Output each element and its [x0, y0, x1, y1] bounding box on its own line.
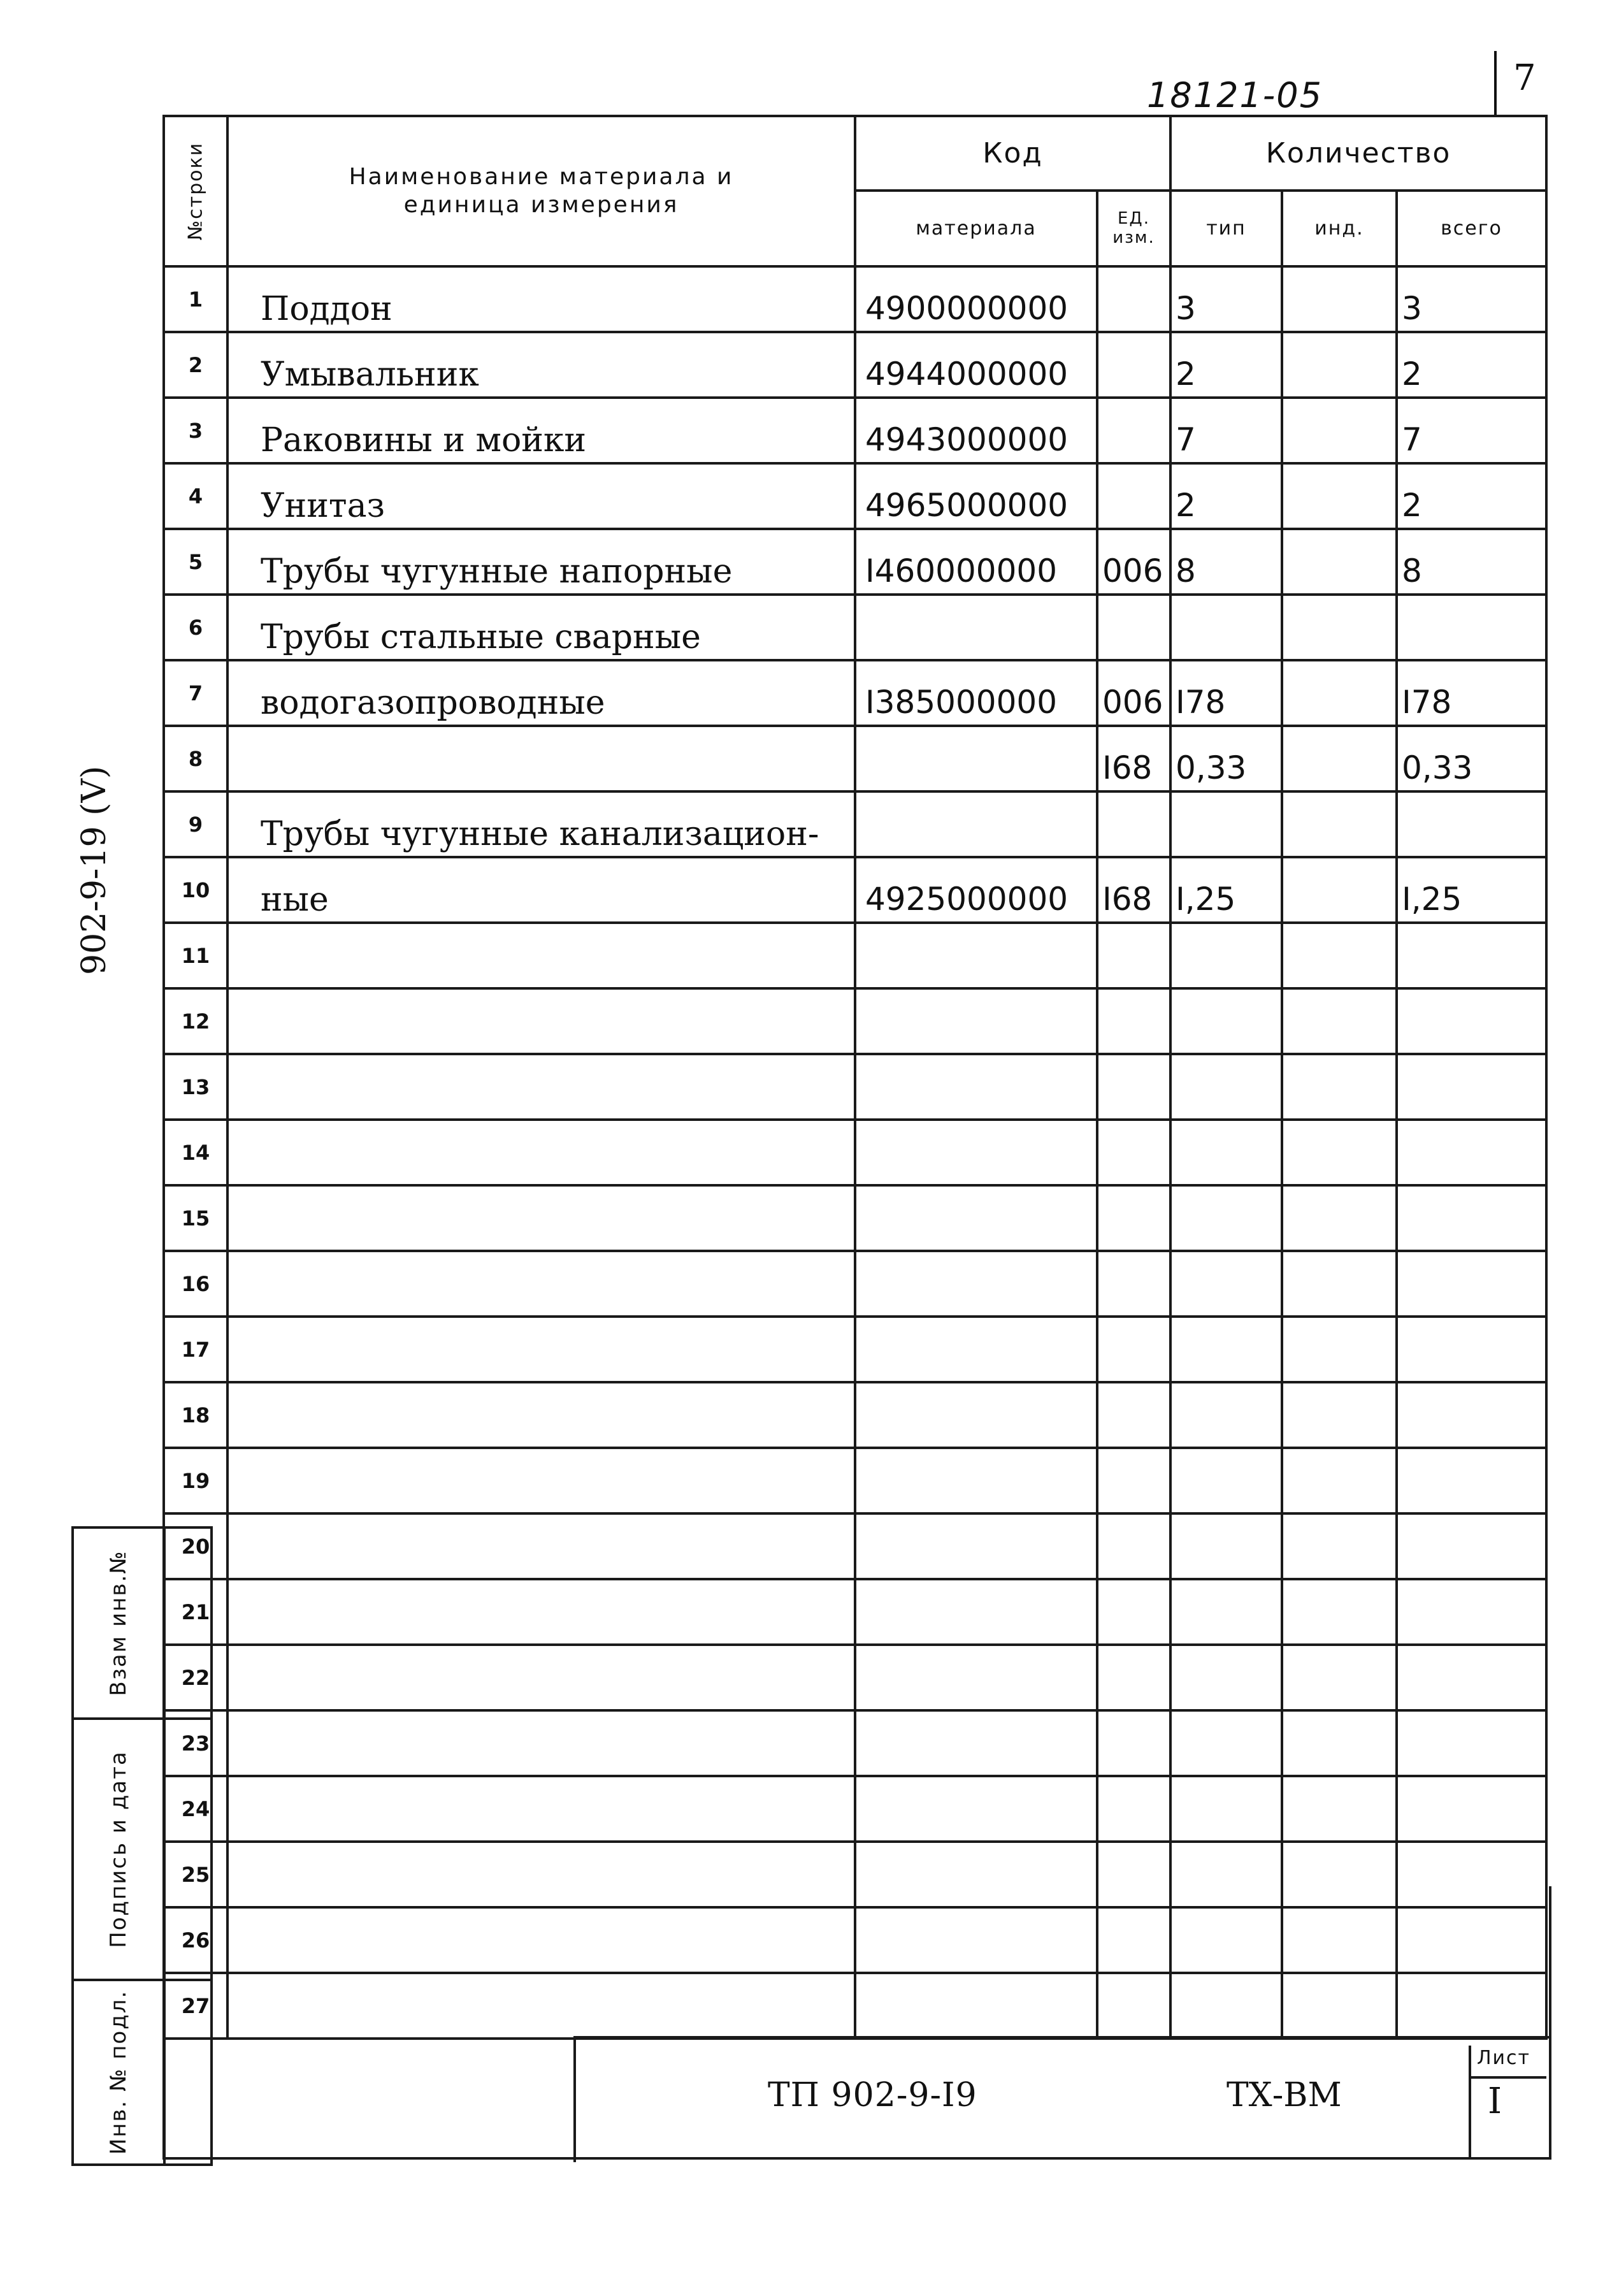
header-material-name: Наименование материала и единица измерения: [227, 116, 855, 266]
material-code: [855, 726, 1097, 791]
qty-total: [1397, 1251, 1546, 1317]
title-block: [573, 2036, 1549, 2162]
qty-total: [1397, 988, 1546, 1054]
qty-type: 2: [1170, 463, 1282, 529]
row-number: 25: [164, 1842, 227, 1907]
material-name: [227, 1448, 855, 1513]
header-row-number: №строки: [164, 116, 227, 266]
table-row: [164, 791, 1546, 857]
material-name: Раковины и мойки: [227, 398, 855, 463]
row-number: 14: [164, 1120, 227, 1185]
unit-code: [1097, 1382, 1170, 1448]
material-name: [227, 1710, 855, 1776]
qty-type: [1170, 595, 1282, 660]
row-number: 12: [164, 988, 227, 1054]
sheet-divider: [1469, 2076, 1546, 2079]
unit-code: 006: [1097, 529, 1170, 595]
qty-total: [1397, 1448, 1546, 1513]
unit-code: [1097, 1710, 1170, 1776]
qty-total: 0,33: [1397, 726, 1546, 791]
qty-ind: [1282, 1776, 1397, 1842]
unit-code: [1097, 463, 1170, 529]
table-row: [164, 857, 1546, 923]
material-code: [855, 1382, 1097, 1448]
unit-code: [1097, 988, 1170, 1054]
table-row: [164, 660, 1546, 726]
qty-total: 7: [1397, 398, 1546, 463]
qty-ind: [1282, 791, 1397, 857]
table-row: [164, 923, 1546, 988]
material-code: I460000000: [855, 529, 1097, 595]
material-code: [855, 595, 1097, 660]
title-code: ТП 902-9-I9: [768, 2076, 977, 2114]
qty-ind: [1282, 988, 1397, 1054]
row-number: 17: [164, 1317, 227, 1382]
material-name: [227, 1382, 855, 1448]
material-name: [227, 1317, 855, 1382]
qty-type: [1170, 1579, 1282, 1645]
table-row: [164, 1579, 1546, 1645]
row-number: 19: [164, 1448, 227, 1513]
qty-ind: [1282, 529, 1397, 595]
qty-type: [1170, 1185, 1282, 1251]
material-name: [227, 1579, 855, 1645]
qty-total: [1397, 1513, 1546, 1579]
row-number: 15: [164, 1185, 227, 1251]
material-code: [855, 1579, 1097, 1645]
qty-total: [1397, 1185, 1546, 1251]
material-name: [227, 1513, 855, 1579]
material-code: [855, 1645, 1097, 1710]
row-number: 10: [164, 857, 227, 923]
qty-total: [1397, 1710, 1546, 1776]
qty-type: [1170, 1054, 1282, 1120]
unit-code: I68: [1097, 857, 1170, 923]
qty-total: 2: [1397, 463, 1546, 529]
table-row: [164, 726, 1546, 791]
row-number: 8: [164, 726, 227, 791]
table-row: [164, 1054, 1546, 1120]
qty-type: I78: [1170, 660, 1282, 726]
row-number: 9: [164, 791, 227, 857]
document-code: 18121-05: [1147, 75, 1323, 115]
material-name: [227, 923, 855, 988]
header-code-material: материала: [855, 191, 1097, 266]
material-code: [855, 1317, 1097, 1382]
row-number: 22: [164, 1645, 227, 1710]
qty-type: 8: [1170, 529, 1282, 595]
stamp-exchange-inv: Взам инв.№: [73, 1527, 164, 1719]
unit-code: [1097, 1251, 1170, 1317]
row-number: 1: [164, 266, 227, 332]
unit-code: [1097, 1776, 1170, 1842]
material-code: 4925000000: [855, 857, 1097, 923]
sheet-label: Лист: [1477, 2047, 1531, 2069]
unit-code: [1097, 266, 1170, 332]
unit-code: [1097, 1579, 1170, 1645]
material-code: [855, 1710, 1097, 1776]
qty-total: 3: [1397, 266, 1546, 332]
table-row: [164, 1317, 1546, 1382]
qty-type: 7: [1170, 398, 1282, 463]
material-name: [227, 1185, 855, 1251]
qty-ind: [1282, 463, 1397, 529]
qty-ind: [1282, 1710, 1397, 1776]
qty-type: 2: [1170, 332, 1282, 398]
qty-total: [1397, 1579, 1546, 1645]
qty-ind: [1282, 1317, 1397, 1382]
qty-type: I,25: [1170, 857, 1282, 923]
unit-code: [1097, 1513, 1170, 1579]
header-quantity: Количество: [1170, 116, 1546, 191]
title-section: ТХ-ВМ: [1227, 2076, 1342, 2114]
qty-ind: [1282, 660, 1397, 726]
table-row: [164, 595, 1546, 660]
side-label: 902-9-19 (V): [75, 765, 113, 975]
qty-ind: [1282, 1054, 1397, 1120]
material-code: [855, 1513, 1097, 1579]
qty-ind: [1282, 1448, 1397, 1513]
qty-total: [1397, 1776, 1546, 1842]
table-row: [164, 988, 1546, 1054]
page-number-divider: [1494, 51, 1497, 115]
material-name: Трубы чугунные канализацион-: [227, 791, 855, 857]
material-name: Трубы стальные сварные: [227, 595, 855, 660]
material-code: I385000000: [855, 660, 1097, 726]
unit-code: [1097, 1185, 1170, 1251]
qty-total: I,25: [1397, 857, 1546, 923]
table-row: [164, 1513, 1546, 1579]
header-qty-ind: инд.: [1282, 191, 1397, 266]
material-name: Поддон: [227, 266, 855, 332]
qty-ind: [1282, 1645, 1397, 1710]
stamp-original-inv: Инв. № подл.: [73, 1980, 164, 2165]
qty-ind: [1282, 1579, 1397, 1645]
stamp-signature-date: Подпись и дата: [73, 1719, 164, 1980]
qty-ind: [1282, 1185, 1397, 1251]
qty-ind: [1282, 398, 1397, 463]
material-code: [855, 1054, 1097, 1120]
unit-code: [1097, 1448, 1170, 1513]
qty-total: [1397, 1054, 1546, 1120]
qty-ind: [1282, 595, 1397, 660]
header-code: Код: [855, 116, 1170, 191]
qty-type: 0,33: [1170, 726, 1282, 791]
material-name: [227, 1054, 855, 1120]
material-name: [227, 1120, 855, 1185]
table-row: [164, 529, 1546, 595]
table-row: [164, 1382, 1546, 1448]
header-qty-type: тип: [1170, 191, 1282, 266]
row-number: 11: [164, 923, 227, 988]
material-name: [227, 726, 855, 791]
row-number: 20: [164, 1513, 227, 1579]
qty-total: 8: [1397, 529, 1546, 595]
qty-type: [1170, 1448, 1282, 1513]
qty-ind: [1282, 1513, 1397, 1579]
qty-type: [1170, 1251, 1282, 1317]
material-code: 4944000000: [855, 332, 1097, 398]
qty-ind: [1282, 1120, 1397, 1185]
material-code: [855, 1251, 1097, 1317]
table-row: [164, 266, 1546, 332]
sheet-number: I: [1488, 2081, 1502, 2122]
row-number: 4: [164, 463, 227, 529]
material-name: водогазопроводные: [227, 660, 855, 726]
row-number: 5: [164, 529, 227, 595]
row-number: 23: [164, 1710, 227, 1776]
unit-code: [1097, 398, 1170, 463]
row-number: 26: [164, 1907, 227, 1973]
qty-type: [1170, 1317, 1282, 1382]
qty-total: [1397, 595, 1546, 660]
table-row: [164, 1185, 1546, 1251]
material-code: [855, 1120, 1097, 1185]
table-body: [164, 266, 1546, 2039]
material-code: [855, 1448, 1097, 1513]
qty-total: I78: [1397, 660, 1546, 726]
qty-type: [1170, 1120, 1282, 1185]
unit-code: [1097, 791, 1170, 857]
table-row: [164, 1776, 1546, 1842]
row-number: 13: [164, 1054, 227, 1120]
qty-total: [1397, 1382, 1546, 1448]
qty-total: [1397, 923, 1546, 988]
qty-ind: [1282, 332, 1397, 398]
table-row: [164, 1120, 1546, 1185]
qty-type: [1170, 791, 1282, 857]
qty-type: [1170, 923, 1282, 988]
material-code: [855, 1185, 1097, 1251]
table-row: [164, 1448, 1546, 1513]
row-number: 18: [164, 1382, 227, 1448]
material-name: ные: [227, 857, 855, 923]
qty-total: [1397, 1645, 1546, 1710]
qty-type: [1170, 1513, 1282, 1579]
unit-code: [1097, 1317, 1170, 1382]
header-qty-total: всего: [1397, 191, 1546, 266]
qty-type: 3: [1170, 266, 1282, 332]
table-row: [164, 332, 1546, 398]
row-number: 2: [164, 332, 227, 398]
unit-code: [1097, 1645, 1170, 1710]
row-number: 6: [164, 595, 227, 660]
qty-ind: [1282, 726, 1397, 791]
qty-ind: [1282, 266, 1397, 332]
qty-ind: [1282, 1382, 1397, 1448]
qty-type: [1170, 1710, 1282, 1776]
table-row: [164, 398, 1546, 463]
qty-type: [1170, 1382, 1282, 1448]
qty-total: [1397, 1317, 1546, 1382]
material-name: Умывальник: [227, 332, 855, 398]
qty-type: [1170, 1645, 1282, 1710]
row-number: 7: [164, 660, 227, 726]
row-number: 27: [164, 1973, 227, 2039]
stamp-exchange-inv-value: [164, 1527, 212, 1719]
material-name: [227, 988, 855, 1054]
unit-code: 006: [1097, 660, 1170, 726]
unit-code: [1097, 923, 1170, 988]
material-code: 4965000000: [855, 463, 1097, 529]
unit-code: I68: [1097, 726, 1170, 791]
material-code: [855, 1776, 1097, 1842]
page-number: 7: [1513, 57, 1536, 99]
header-code-unit: ЕД. изм.: [1097, 191, 1170, 266]
qty-total: 2: [1397, 332, 1546, 398]
material-name: [227, 1776, 855, 1842]
row-number: 3: [164, 398, 227, 463]
material-code: [855, 988, 1097, 1054]
material-code: [855, 923, 1097, 988]
qty-total: [1397, 791, 1546, 857]
qty-ind: [1282, 1251, 1397, 1317]
material-name: Унитаз: [227, 463, 855, 529]
materials-table: [162, 115, 1548, 2040]
unit-code: [1097, 1054, 1170, 1120]
qty-ind: [1282, 923, 1397, 988]
unit-code: [1097, 595, 1170, 660]
material-code: 4900000000: [855, 266, 1097, 332]
qty-ind: [1282, 857, 1397, 923]
table-row: [164, 1710, 1546, 1776]
table-row: [164, 1251, 1546, 1317]
unit-code: [1097, 1120, 1170, 1185]
row-number: 16: [164, 1251, 227, 1317]
material-code: [855, 791, 1097, 857]
row-number: 21: [164, 1579, 227, 1645]
material-name: Трубы чугунные напорные: [227, 529, 855, 595]
material-code: 4943000000: [855, 398, 1097, 463]
row-number: 24: [164, 1776, 227, 1842]
qty-type: [1170, 1776, 1282, 1842]
material-name: [227, 1251, 855, 1317]
table-row: [164, 1645, 1546, 1710]
unit-code: [1097, 332, 1170, 398]
qty-type: [1170, 988, 1282, 1054]
material-name: [227, 1645, 855, 1710]
table-row: [164, 463, 1546, 529]
qty-total: [1397, 1120, 1546, 1185]
